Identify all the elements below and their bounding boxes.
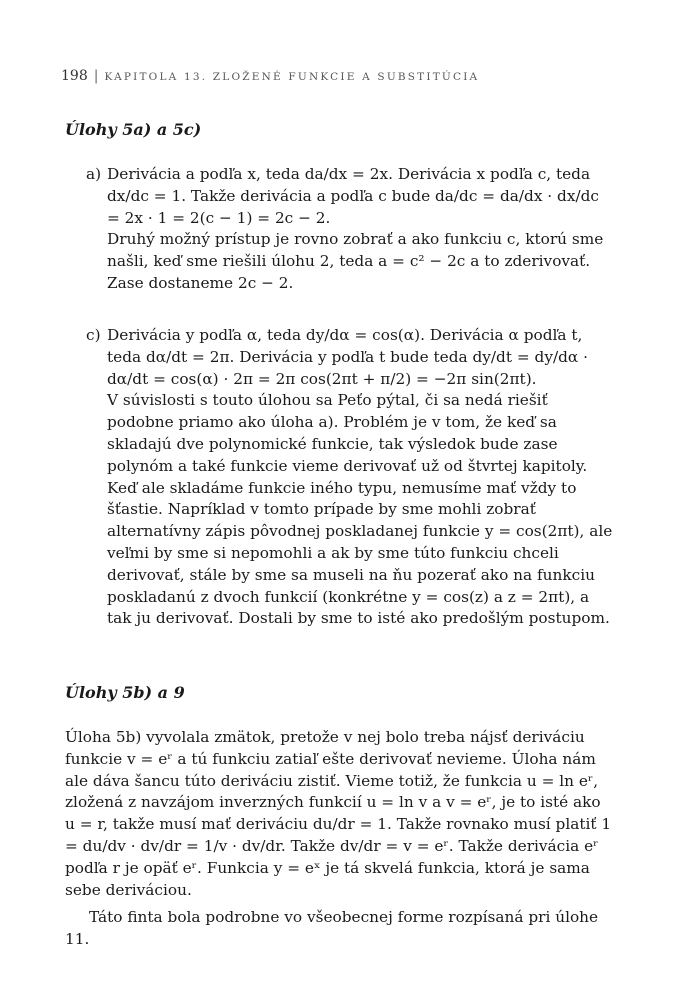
- section-heading-5b-9: Úlohy 5b) a 9: [65, 683, 185, 702]
- section2-paragraph-2: Táto finta bola podrobne vo všeobecnej forme rozpísaná pri úlohe 11.: [65, 908, 599, 949]
- section2-paragraph-1: Úloha 5b) vyvolala zmätok, pretože v nej bolo treba nájsť deriváciu funkcie v = eʳ a tú funkciu zatiaľ ešte derivovať nevieme. Úloha nám ale dáva šancu túto deriváciu zistiť. Vieme totiž, že funkcia u = ln eʳ, zložená z navzájom inverzných funkcií u = ln v a v = eʳ, je to isté ako u = r, takže musí mať deriváciu du/dr = 1. Takže rovnako musí platiť 1 = du/dv · dv/dr = 1/v · dv/dr. Takže dv/dr = v = eʳ. Takže derivácia eʳ podľa r je opäť eʳ. Funkcia y = eˣ je tá skvelá funkcia, ktorá je sama sebe deriváciou.: [65, 728, 612, 899]
- section-heading-5a-5c: Úlohy 5a) a 5c): [65, 120, 202, 139]
- header-separator: |: [93, 68, 99, 84]
- item-label: c): [86, 326, 101, 344]
- page-header: [61, 68, 479, 84]
- solution-item-c: [86, 325, 614, 630]
- page-number: 198: [61, 68, 88, 84]
- item-c-paragraph-2: V súvislosti s touto úlohou sa Peťo pýtal, či sa nedá riešiť podobne priamo ako úloha a). Problém je v tom, že keď sa skladajú dve polynomické funkcie, tak výsledok bude zase polynóm a také funkcie vieme derivovať už od štvrtej kapitoly. Keď ale skladáme funkcie iného typu, nemusíme mať vždy to šťastie. Napríklad v tomto prípade by sme mohli zobrať alternatívny zápis pôvodnej poskladanej funkcie y = cos(2πt), ale veľmi by sme si nepomohli a ak by sme túto funkciu chceli derivovať, stále by sme sa museli na ňu pozerať ako na funkciu poskladanú z dvoch funkcií (konkrétne y = cos(z) a z = 2πt), a tak ju derivovať. Dostali by sme to isté ako predošlým postupom.: [107, 391, 613, 628]
- section2-body: [65, 727, 615, 951]
- chapter-title: KAPITOLA 13. ZLOŽENÉ FUNKCIE A SUBSTITÚCIA: [104, 71, 480, 83]
- item-c-paragraph-1: Derivácia y podľa α, teda dy/dα = cos(α). Derivácia α podľa t, teda dα/dt = 2π. Derivácia y podľa t bude teda dy/dt = dy/dα · dα/dt = cos(α) · 2π = 2π cos(2πt + π/2) = −2π sin(2πt).: [107, 326, 588, 388]
- item-a-paragraph-1: Derivácia a podľa x, teda da/dx = 2x. Derivácia x podľa c, teda dx/dc = 1. Takže derivácia a podľa c bude da/dc = da/dx · dx/dc = 2x · 1 = 2(c − 1) = 2c − 2.: [107, 165, 599, 227]
- item-label: a): [86, 165, 102, 183]
- solution-item-a: [86, 164, 614, 295]
- item-a-paragraph-2: Druhý možný prístup je rovno zobrať a ako funkciu c, ktorú sme našli, keď sme riešili úlohu 2, teda a = c² − 2c a to zderivovať. Zase dostaneme 2c − 2.: [107, 230, 604, 292]
